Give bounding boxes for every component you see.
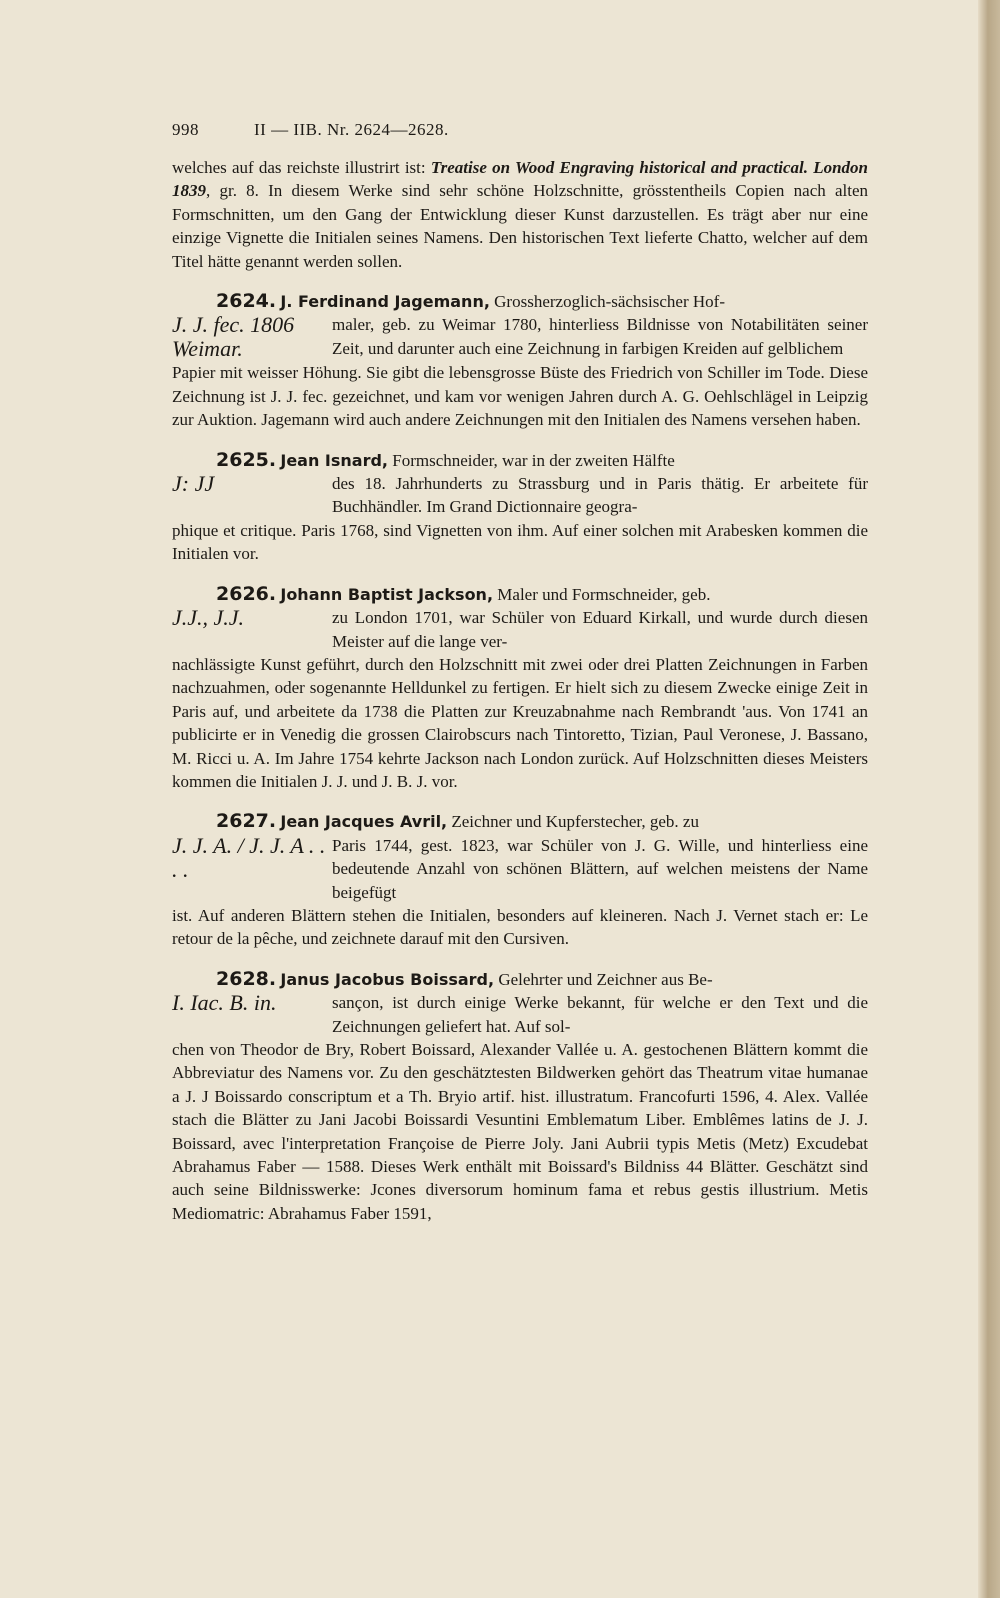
monogram: J. J. fec. 1806 Weimar. (172, 312, 295, 362)
entry-2624: 2624. J. Ferdinand Jagemann, Grossherzoglich-sächsischer Hof- J. J. fec. 1806 Weimar. maler, geb. zu Weimar 1780, hinterliess Bildnisse von Notabilitäten seiner Zeit, und darunter auch eine Zeichnung in farbigen Kreiden auf gelblichem Papier mit weisser Höhung. Sie gibt die lebensgrosse Büste des Friedrich von Schiller im Tode. Diese Zeichnung ist J. J. fec. gezeichnet, und kam vor wenigen Jahren durch A. G. Oehlschlägel in Leipzig zur Auktion. Jagemann wird auch andere Zeichnungen mit den Initialen des Namens versehen haben. (172, 290, 868, 432)
entry-name: J. Ferdinand Jagemann, (280, 292, 490, 312)
entry-body: chen von Theodor de Bry, Robert Boissard, Alexander Vallée u. A. gestochenen Blättern kommt die Abbreviatur des Namens vor. Zu den geschätztesten Bildwerken gehört das Theatrum vitae humanae a J. J Boissardo conscriptum et a Th. Bryio artif. hist. illustratum. Francofurti 1596, 4. Alex. Vallée stach die Blätter zu Jani Jacobi Boissardi Vesuntini Emblematum Liber. Emblêmes latins de J. J. Boissard, avec l'interpretation Françoise de Pierre Joly. Jani Aubrii typis Metis (Metz) Excudebat Abrahamus Faber — 1588. Dieses Werk enthält mit Boissard's Bildniss 44 Blätter. Geschätzt sind auch seine Bildnisswerke: Jcones diversorum hominum fama et rebus gestis illustrium. Metis Mediomatric: Abrahamus Faber 1591, (172, 1040, 868, 1223)
running-title: II — IIB. Nr. 2624—2628. (254, 120, 449, 139)
book-page (172, 120, 868, 1225)
entry-2625: 2625. Jean Isnard, Formschneider, war in der zweiten Hälfte J: JJ des 18. Jahrhunderts zu Strassburg und in Paris thätig. Er arbeitete für Buchhändler. Im Grand Dictionnaire geogra- phique et critique. Paris 1768, sind Vignetten von ihm. Auf einer solchen mit Arabesken kommen die Initialen vor. (172, 449, 868, 566)
monogram: J: JJ (172, 471, 215, 497)
entry-2626: 2626. Johann Baptist Jackson, Maler und Formschneider, geb. J.J., J.J. zu London 1701, war Schüler von Eduard Kirkall, und wurde durch diesen Meister auf die lange ver- nachlässigte Kunst geführt, durch den Holzschnitt mit zwei oder drei Platten Zeichnungen in Farben nachzuahmen, oder sogenannte Helldunkel zu fertigen. Er hielt sich zu diesem Zwecke einige Zeit in Paris auf, und arbeitete da 1738 die Platten zur Kreuzabnahme nach Rembrandt 'aus. Von 1741 an publicirte er in Venedig die grossen Clairobscurs nach Tintoretto, Tizian, Paul Veronese, J. Bassano, M. Ricci u. A. Im Jahre 1754 kehrte Jackson nach London zurück. Auf Holzschnitten dieses Meisters kommen die Initialen J. J. und J. B. J. vor. (172, 583, 868, 794)
entry-2627: 2627. Jean Jacques Avril, Zeichner und Kupferstecher, geb. zu J. J. A. / J. J. A . . . . Paris 1744, gest. 1823, war Schüler von J. G. Wille, und hinterliess eine bedeutende Anzahl von schönen Blättern, auf welchen meistens der Name beigefügt ist. Auf anderen Blättern stehen die Initialen, besonders auf kleineren. Nach J. Vernet stach er: Le retour de la pêche, und zeichnete darauf mit den Cursiven. (172, 810, 868, 950)
page-edge (978, 0, 1000, 1598)
entry-body: ist. Auf anderen Blättern stehen die Initialen, besonders auf kleineren. Nach J. Vernet stach er: Le retour de la pêche, und zeichnete darauf mit den Cursiven. (172, 905, 868, 949)
entry-name: Jean Jacques Avril, (280, 812, 448, 832)
entry-name: Johann Baptist Jackson, (280, 584, 494, 604)
entry-name: Janus Jacobus Boissard, (280, 969, 495, 989)
entry-number: 2626. (216, 582, 277, 605)
intro-title: Treatise on Wood Engraving historical and practical. London 1839 (172, 158, 869, 201)
running-header (172, 120, 868, 140)
entry-number: 2624. (216, 290, 277, 313)
monogram: I. Iac. B. in. (172, 990, 277, 1016)
entry-number: 2625. (216, 448, 277, 471)
entry-body: phique et critique. Paris 1768, sind Vignetten von ihm. Auf einer solchen mit Arabesken kommen die Initialen vor. (172, 520, 868, 564)
monogram: J. J. A. / J. J. A . . . . (172, 832, 326, 882)
entry-number: 2627. (216, 810, 277, 833)
entry-name: Jean Isnard, (280, 450, 389, 470)
entry-body: nachlässigte Kunst geführt, durch den Holzschnitt mit zwei oder drei Platten Zeichnungen in Farben nachzuahmen, oder sogenannte Helldunkel zu fertigen. Er hielt sich zu diesem Zwecke einige Zeit in Paris auf, und arbeitete da 1738 die Platten zur Kreuzabnahme nach Rembrandt 'aus. Von 1741 an publicirte er in Venedig die grossen Clairobscurs nach Tintoretto, Tizian, Paul Veronese, J. Bassano, M. Ricci u. A. Im Jahre 1754 kehrte Jackson nach London zurück. Auf Holzschnitten dieses Meisters kommen die Initialen J. J. und J. B. J. vor. (172, 654, 868, 791)
intro-paragraph: welches auf das reichste illustrirt ist: Treatise on Wood Engraving historical and practical. London 1839, gr. 8. In diesem Werke sind sehr schöne Holzschnitte, grösstentheils Copien nach alten Formschnitten, um den Gang der Entwicklung dieser Kunst darzustellen. Es trägt aber nur eine einzige Vignette die Initialen seines Namens. Den historischen Text lieferte Chatto, welcher auf dem Titel hätte genannt werden sollen. (172, 158, 869, 271)
page-number: 998 (172, 120, 199, 139)
entry-2628: 2628. Janus Jacobus Boissard, Gelehrter und Zeichner aus Be- I. Iac. B. in. sançon, ist durch einige Werke bekannt, für welche er den Text und die Zeichnungen geliefert hat. Auf sol- chen von Theodor de Bry, Robert Boissard, Alexander Vallée u. A. gestochenen Blättern kommt die Abbreviatur des Namens vor. Zu den geschätztesten Bildwerken gehört das Theatrum vitae humanae a J. J Boissardo conscriptum et a Th. Bryio artif. hist. illustratum. Francofurti 1596, 4. Alex. Vallée stach die Blätter zu Jani Jacobi Boissardi Vesuntini Emblematum Liber. Emblêmes latins de J. J. Boissard, avec l'interpretation Françoise de Pierre Joly. Jani Aubrii typis Metis (Metz) Excudebat Abrahamus Faber — 1588. Dieses Werk enthält mit Boissard's Bildniss 44 Blätter. Geschätzt sind auch seine Bildnisswerke: Jcones diversorum hominum fama et rebus gestis illustrium. Metis Mediomatric: Abrahamus Faber 1591, (172, 968, 868, 1225)
entry-body: Papier mit weisser Höhung. Sie gibt die lebensgrosse Büste des Friedrich von Schiller im Tode. Diese Zeichnung ist J. J. fec. gezeichnet, und kam vor wenigen Jahren durch A. G. Oehlschlägel in Leipzig zur Auktion. Jagemann wird auch andere Zeichnungen mit den Initialen des Namens versehen haben. (172, 363, 868, 430)
monogram: J.J., J.J. (172, 605, 245, 631)
entry-number: 2628. (216, 967, 277, 990)
